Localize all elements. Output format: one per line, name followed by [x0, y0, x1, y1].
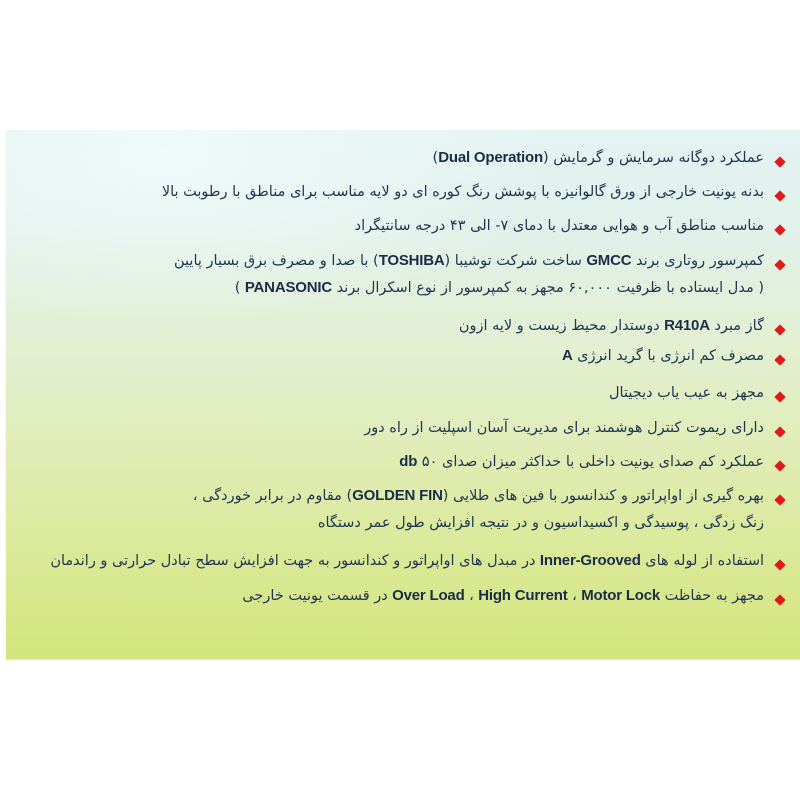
feature-item-low-noise [399, 452, 784, 472]
diamond-bullet-icon [774, 460, 785, 471]
feature-item-climate-range [355, 216, 784, 236]
feature-item-inner-grooved [50, 551, 784, 571]
feature-text: مجهز به عیب یاب دیجیتال [609, 385, 764, 401]
diamond-bullet-icon [774, 391, 785, 402]
diamond-bullet-icon [774, 224, 785, 235]
feature-text: عملکرد کم صدای یونیت داخلی با حداکثر میزان صدای ۵۰ db [399, 453, 764, 470]
features-panel [6, 130, 800, 659]
feature-item-galvanized-body [162, 182, 784, 202]
feature-text: مجهز به حفاظت Motor Lock ، High Current ، Over Load در قسمت یونیت خارجی [242, 587, 764, 604]
feature-item-compressor [174, 251, 784, 298]
diamond-bullet-icon [774, 354, 785, 365]
diamond-bullet-icon [774, 559, 785, 570]
feature-text: بهره گیری از اواپراتور و کندانسور با فین های طلایی (GOLDEN FIN) مقاوم در برابر خوردگی ، [192, 487, 764, 504]
feature-text-continuation: زنگ زدگی ، پوسیدگی و اکسیداسیون و در نتیجه افزایش طول عمر دستگاه [317, 515, 764, 531]
feature-item-energy-grade [562, 346, 784, 366]
feature-text: گاز مبرد R410A دوستدار محیط زیست و لایه ازون [458, 317, 764, 334]
feature-text-continuation: ( مدل ایستاده با ظرفیت ۶۰,۰۰۰ مجهز به کمپرسور از نوع اسکرال برند PANASONIC ) [234, 279, 764, 296]
feature-item-dual-operation [433, 148, 784, 168]
diamond-bullet-icon [774, 494, 785, 505]
diamond-bullet-icon [774, 190, 785, 201]
feature-item-refrigerant [459, 316, 784, 336]
feature-item-digital-diagnostics [609, 383, 784, 403]
feature-text: بدنه یونیت خارجی از ورق گالوانیزه با پوشش رنگ کوره ای دو لایه مناسب برای مناطق با رطوبت بالا [161, 184, 764, 200]
feature-text: مصرف کم انرژی با گرید انرژی A [561, 347, 764, 364]
diamond-bullet-icon [774, 324, 785, 335]
diamond-bullet-icon [774, 259, 785, 270]
feature-text: استفاده از لوله های Inner-Grooved در مبدل های اواپراتور و کندانسور به جهت افزایش سطح تبادل حرارتی و راندمان [50, 552, 764, 569]
feature-text: دارای ریموت کنترل هوشمند برای مدیریت آسان اسپلیت از راه دور [364, 420, 764, 436]
diamond-bullet-icon [774, 156, 785, 167]
diamond-bullet-icon [774, 594, 785, 605]
feature-text: کمپرسور روتاری برند GMCC ساخت شرکت توشیبا (TOSHIBA) با صدا و مصرف برق بسیار پایین [174, 252, 764, 269]
feature-item-smart-remote [364, 418, 784, 438]
feature-text: مناسب مناطق آب و هوایی معتدل با دمای ۷- الی ۴۳ درجه سانتیگراد [354, 218, 764, 234]
feature-text: عملکرد دوگانه سرمایش و گرمایش (Dual Operation) [432, 149, 764, 166]
feature-item-golden-fin [193, 486, 784, 533]
diamond-bullet-icon [774, 426, 785, 437]
feature-item-protections [242, 586, 784, 606]
